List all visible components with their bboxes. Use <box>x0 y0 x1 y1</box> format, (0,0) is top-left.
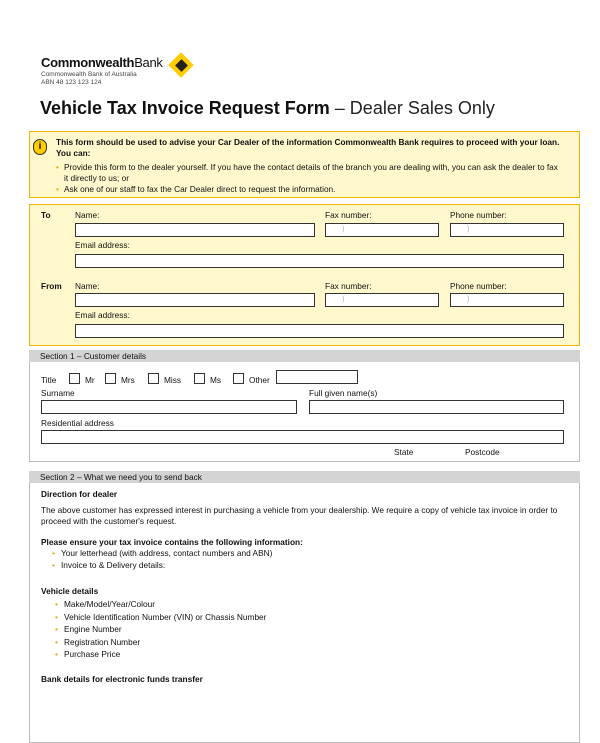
ensure-heading: Please ensure your tax invoice contains the following information: <box>41 537 303 547</box>
title-ms-checkbox[interactable] <box>194 373 205 384</box>
direction-text: The above customer has expressed interest in purchasing a vehicle from your dealership. We require a copy of vehicle tax invoice in order to proceed with the customer's request. <box>41 505 558 526</box>
to-name-label: Name: <box>75 210 100 220</box>
title-other-input[interactable] <box>276 370 358 384</box>
ensure-item: • Your letterhead (with address, contact numbers and ABN) <box>61 547 272 560</box>
brand-abn: ABN 48 123 123 124 <box>41 79 102 86</box>
title-mr-label: Mr <box>85 375 95 385</box>
from-phone-input[interactable]: ) <box>450 293 564 307</box>
title-ms-label: Ms <box>210 375 222 385</box>
postcode-label: Postcode <box>465 447 500 457</box>
from-phone-label: Phone number: <box>450 281 507 291</box>
title-mrs-checkbox[interactable] <box>105 373 116 384</box>
vehicle-item: • Make/Model/Year/Colour <box>64 598 155 611</box>
from-fax-input[interactable]: ) <box>325 293 439 307</box>
direction-heading: Direction for dealer <box>41 489 118 499</box>
to-fax-label: Fax number: <box>325 210 372 220</box>
from-email-label: Email address: <box>75 310 130 320</box>
title-mrs-label: Mrs <box>121 375 135 385</box>
to-label: To <box>41 210 51 220</box>
section1-heading: Section 1 – Customer details <box>29 350 580 362</box>
from-name-label: Name: <box>75 281 100 291</box>
vehicle-item: • Engine Number <box>64 623 122 636</box>
notice-bullet: • Ask one of our staff to fax the Car Dealer direct to request the information. <box>64 184 564 195</box>
title-other-checkbox[interactable] <box>233 373 244 384</box>
notice-bullet: • Provide this form to the dealer yourself. If you have the contact details of the branch you are dealing with, you can ask the dealer to fax it directly to us; or <box>64 162 564 184</box>
notice-heading: This form should be used to advise your Car Dealer of the information Commonwealth Bank requires to proceed with your loan. You can: <box>56 137 560 158</box>
to-phone-label: Phone number: <box>450 210 507 220</box>
address-label: Residential address <box>41 418 114 428</box>
given-name-input[interactable] <box>309 400 564 414</box>
to-email-label: Email address: <box>75 240 130 250</box>
title-miss-label: Miss <box>164 375 182 385</box>
to-phone-input[interactable]: ) <box>450 223 564 237</box>
section2-heading: Section 2 – What we need you to send back <box>29 471 580 483</box>
page-title: Vehicle Tax Invoice Request Form – Dealer Sales Only <box>40 98 495 118</box>
from-label: From <box>41 281 62 291</box>
bank-details-heading: Bank details for electronic funds transfer <box>41 674 203 684</box>
to-fax-input[interactable]: ) <box>325 223 439 237</box>
title-other-label: Other <box>249 375 270 385</box>
vehicle-item: • Vehicle Identification Number (VIN) or Chassis Number <box>64 611 266 624</box>
from-email-input[interactable] <box>75 324 564 338</box>
vehicle-item: • Purchase Price <box>64 648 120 661</box>
surname-input[interactable] <box>41 400 297 414</box>
vehicle-heading: Vehicle details <box>41 586 99 596</box>
title-mr-checkbox[interactable] <box>69 373 80 384</box>
vehicle-item: • Registration Number <box>64 636 140 649</box>
to-name-input[interactable] <box>75 223 315 237</box>
info-icon: i <box>33 139 47 155</box>
state-label: State <box>394 447 414 457</box>
from-name-input[interactable] <box>75 293 315 307</box>
brand-entity: Commonwealth Bank of Australia <box>41 71 137 78</box>
to-email-input[interactable] <box>75 254 564 268</box>
brand-name: CommonwealthBank <box>41 55 163 70</box>
title-miss-checkbox[interactable] <box>148 373 159 384</box>
from-fax-label: Fax number: <box>325 281 372 291</box>
ensure-item: • Invoice to & Delivery details: <box>61 559 165 572</box>
title-label: Title <box>41 375 57 385</box>
given-name-label: Full given name(s) <box>309 388 378 398</box>
surname-label: Surname <box>41 388 75 398</box>
address-input[interactable] <box>41 430 564 444</box>
